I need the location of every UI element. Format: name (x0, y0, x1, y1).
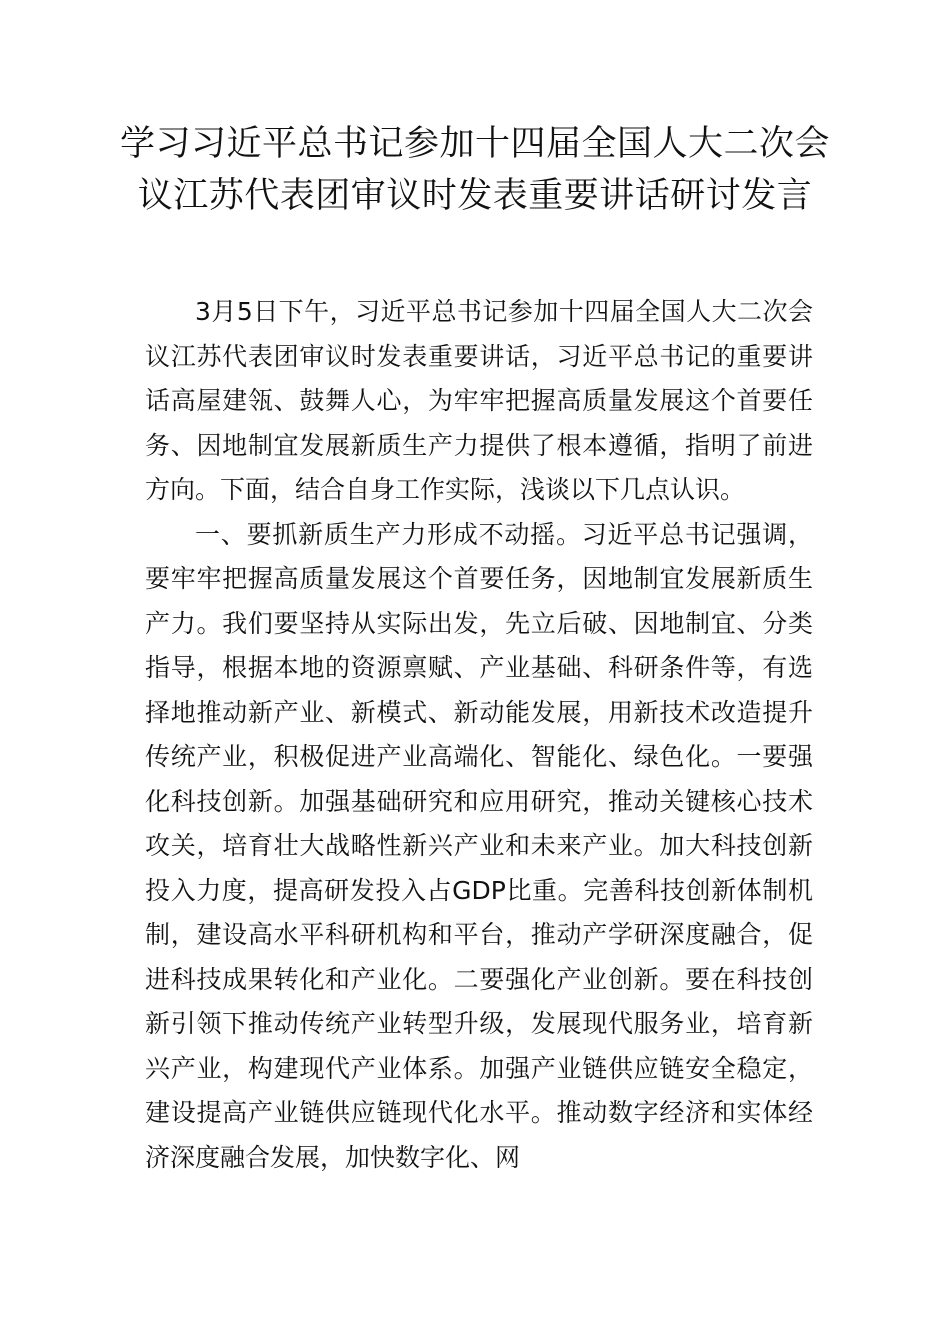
document-body (145, 290, 813, 1180)
paragraph-intro: 3月5日下午，习近平总书记参加十四届全国人大二次会议江苏代表团审议时发表重要讲话，习近平总书记的重要讲话高屋建瓴、鼓舞人心，为牢牢把握高质量发展这个首要任务、因地制宜发展新质生产力提供了根本遵循，指明了前进方向。下面，结合自身工作实际，浅谈以下几点认识。 (145, 297, 813, 504)
document-title: 学习习近平总书记参加十四届全国人大二次会议江苏代表团审议时发表重要讲话研讨发言 (120, 124, 831, 216)
paragraph-section-one: 一、要抓新质生产力形成不动摇。习近平总书记强调，要牢牢把握高质量发展这个首要任务，因地制宜发展新质生产力。我们要坚持从实际出发，先立后破、因地制宜、分类指导，根据本地的资源禀赋、产业基础、科研条件等，有选择地推动新产业、新模式、新动能发展，用新技术改造提升传统产业，积极促进产业高端化、智能化、绿色化。一要强化科技创新。加强基础研究和应用研究，推动关键核心技术攻关，培育壮大战略性新兴产业和未来产业。加大科技创新投入力度，提高研发投入占GDP比重。完善科技创新体制机制，建设高水平科研机构和平台，推动产学研深度融合，促进科技成果转化和产业化。二要强化产业创新。要在科技创新引领下推动传统产业转型升级，发展现代服务业，培育新兴产业，构建现代产业体系。加强产业链供应链安全稳定，建设提高产业链供应链现代化水平。推动数字经济和实体经济深度融合发展，加快数字化、网 (145, 519, 813, 1172)
